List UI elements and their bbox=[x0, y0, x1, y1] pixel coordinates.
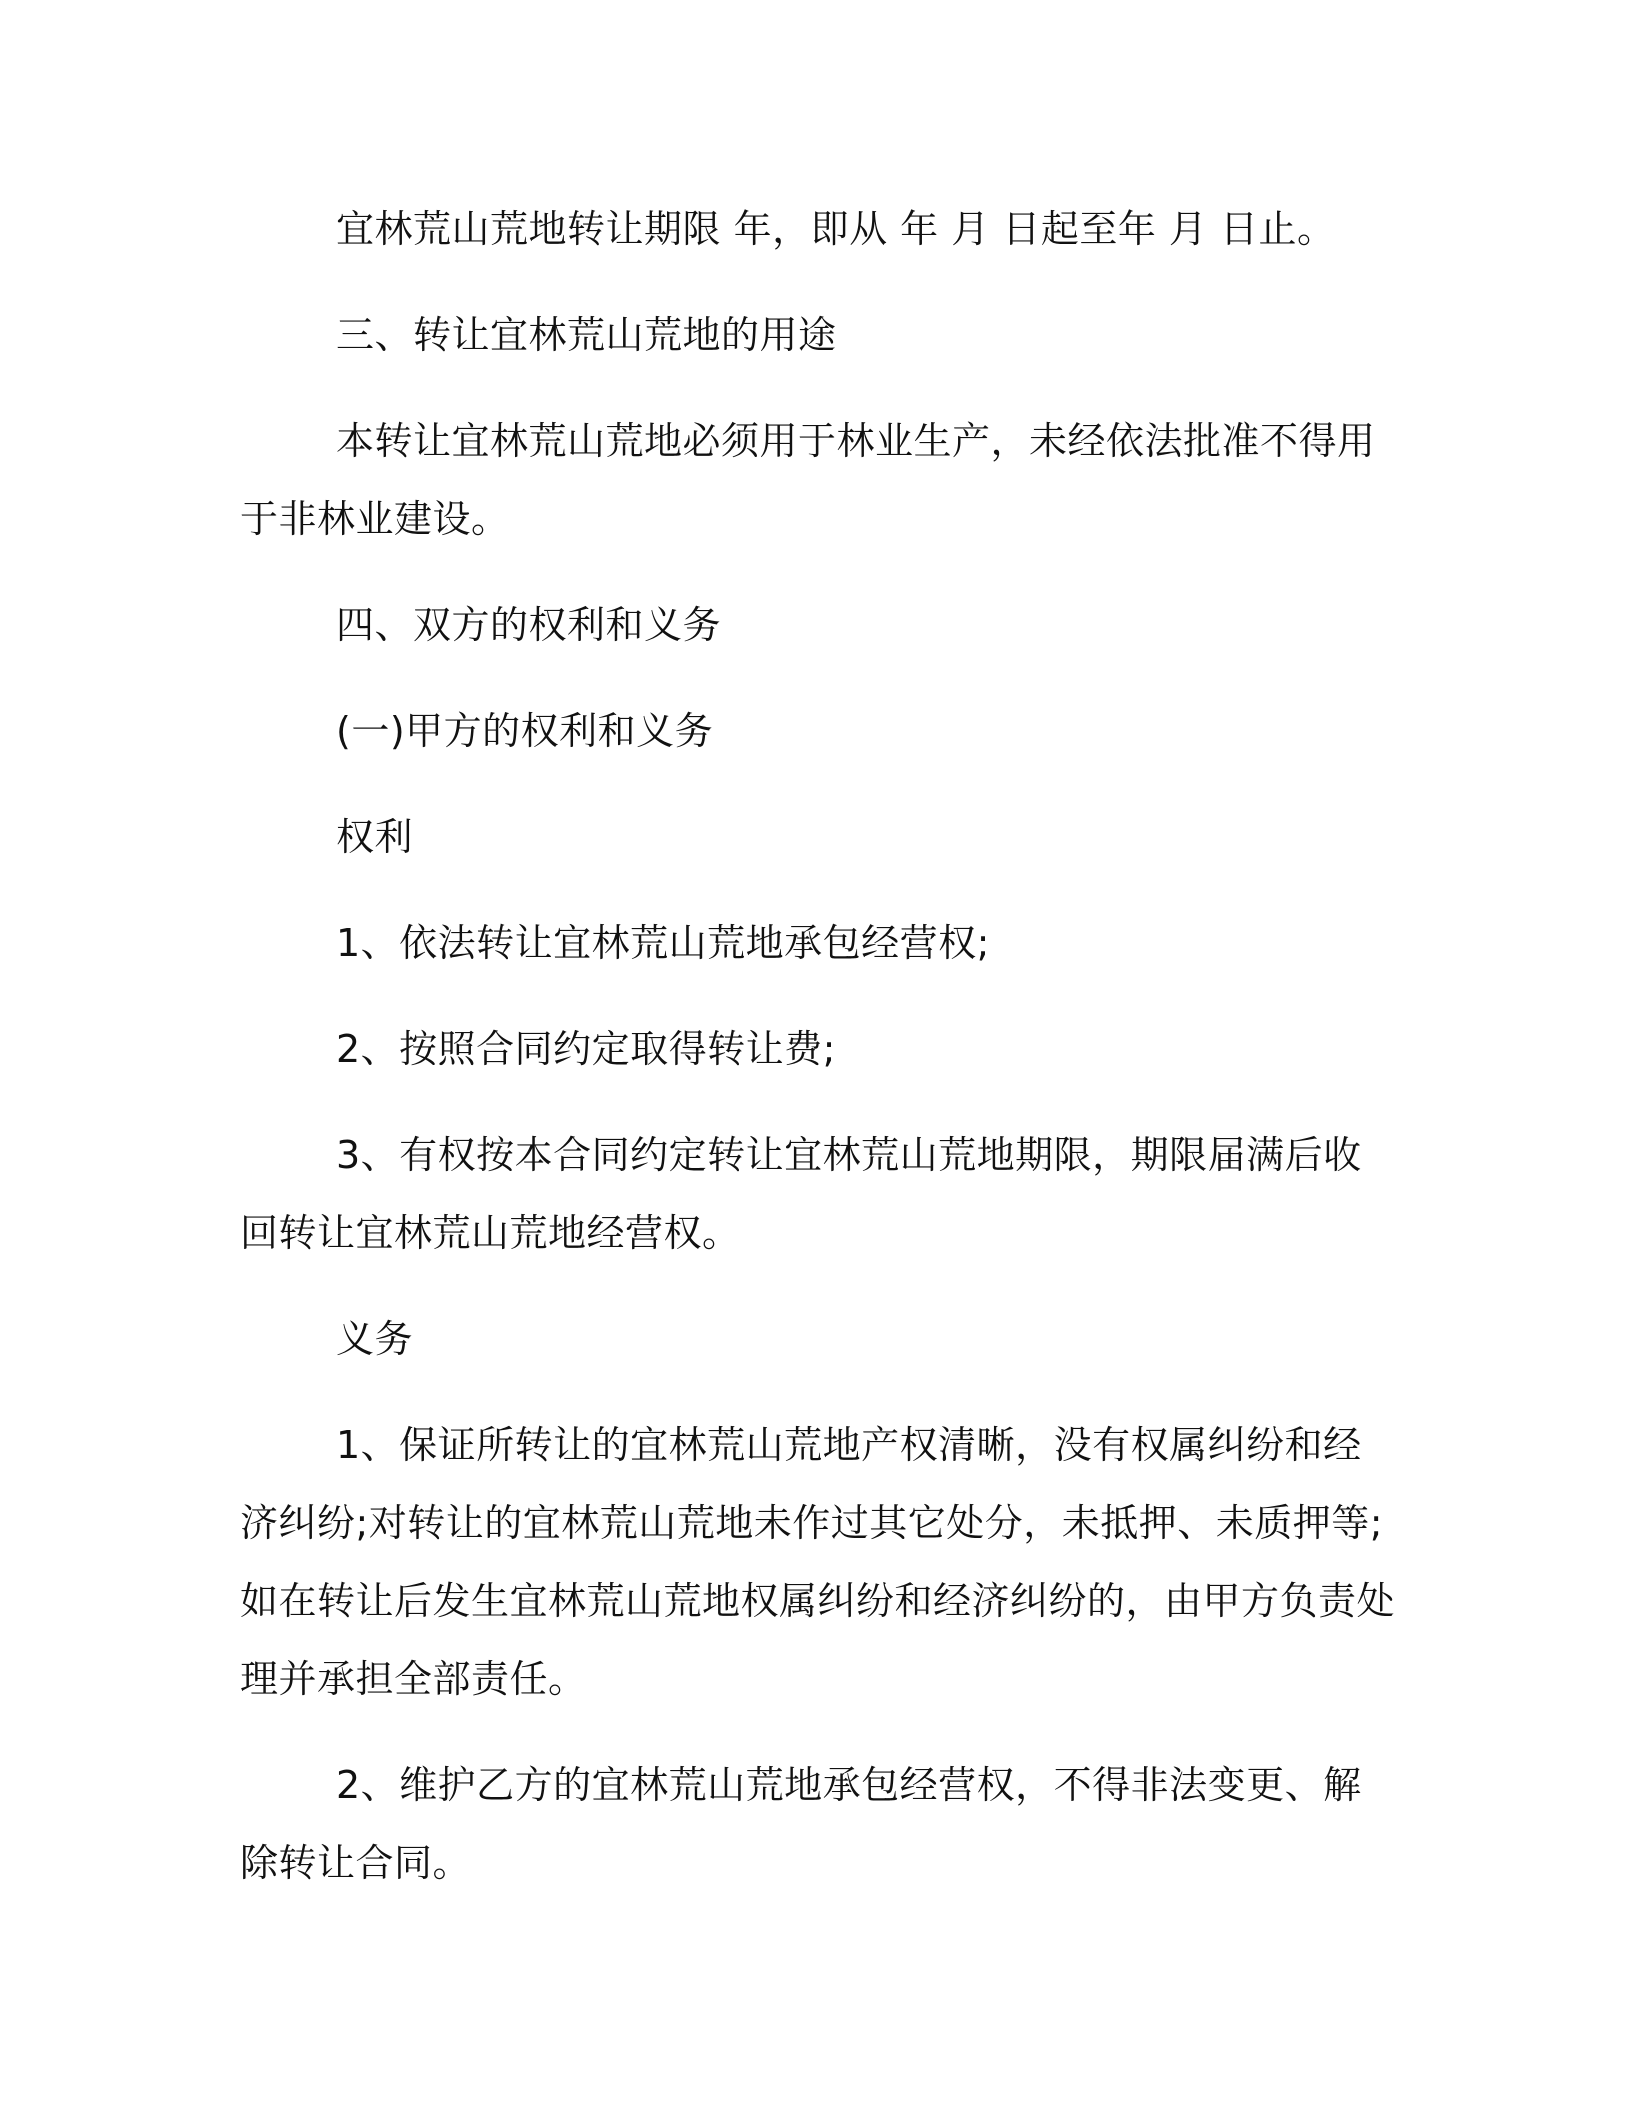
rights-item-1: 1、依法转让宜林荒山荒地承包经营权; bbox=[336, 921, 990, 965]
heading-obligations: 义务 bbox=[336, 1317, 414, 1361]
obligations-item-2: 2、维护乙方的宜林荒山荒地承包经营权，不得非法变更、解除转让合同。 bbox=[240, 1763, 1362, 1885]
section-heading-rights-obligations: 四、双方的权利和义务 bbox=[336, 603, 722, 647]
subsection-heading-party-a: (一)甲方的权利和义务 bbox=[336, 709, 714, 753]
obligations-item-1: 1、保证所转让的宜林荒山荒地产权清晰，没有权属纠纷和经济纠纷;对转让的宜林荒山荒地未作过其它处分，未抵押、未质押等;如在转让后发生宜林荒山荒地权属纠纷和经济纠纷的，由甲方负责处理并承担全部责任。 bbox=[240, 1423, 1396, 1701]
paragraph-usage: 本转让宜林荒山荒地必须用于林业生产，未经依法批准不得用于非林业建设。 bbox=[240, 419, 1376, 541]
section-heading-usage: 三、转让宜林荒山荒地的用途 bbox=[336, 313, 837, 357]
heading-rights: 权利 bbox=[336, 815, 414, 859]
rights-item-2: 2、按照合同约定取得转让费; bbox=[336, 1027, 836, 1071]
paragraph-transfer-term: 宜林荒山荒地转让期限 年，即从 年 月 日起至年 月 日止。 bbox=[336, 207, 1336, 251]
document-body bbox=[240, 190, 1400, 1930]
rights-item-3: 3、有权按本合同约定转让宜林荒山荒地期限，期限届满后收回转让宜林荒山荒地经营权。 bbox=[240, 1133, 1362, 1255]
